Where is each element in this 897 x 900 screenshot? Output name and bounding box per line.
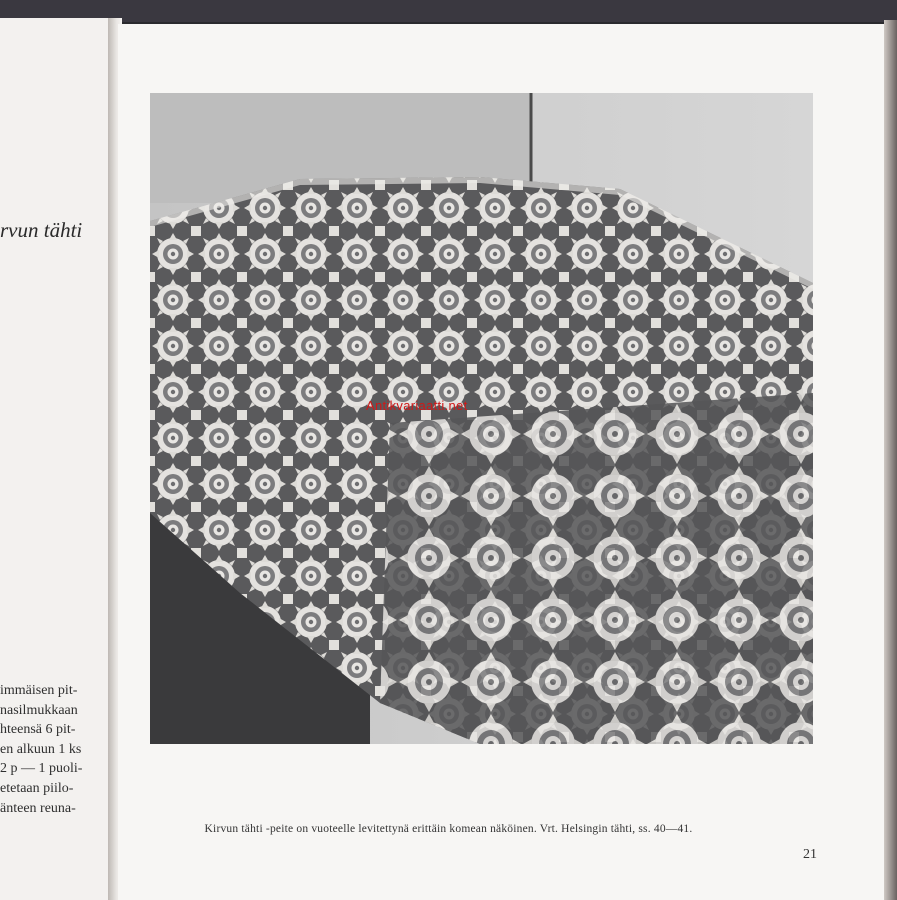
left-page-heading: rvun tähti [0,218,83,242]
text-line: nasilmukkaan [0,702,78,718]
page-number: 21 [803,847,817,862]
text-line: immäisen pit- [0,683,78,698]
text-line: hteensä 6 pit- [0,722,76,738]
text-line: en alkuun 1 ks [0,741,82,757]
bedspread-illustration [150,93,813,744]
left-page-text [0,681,82,818]
text-line: etetaan piilo- [0,780,74,796]
watermark-text: Antikvariaatti.net [366,398,468,413]
bedspread-photo [150,93,813,744]
text-line: änteen reuna- [0,800,76,816]
background-strip [0,0,897,22]
text-line: 2 p — 1 puoli- [0,761,83,777]
page-edge [884,20,897,900]
left-page [0,18,113,900]
photo-caption: Kirvun tähti -peite on vuoteelle levitettynä erittäin komean näköinen. Vrt. Helsingin tähti, ss. 40—41. [204,823,693,835]
